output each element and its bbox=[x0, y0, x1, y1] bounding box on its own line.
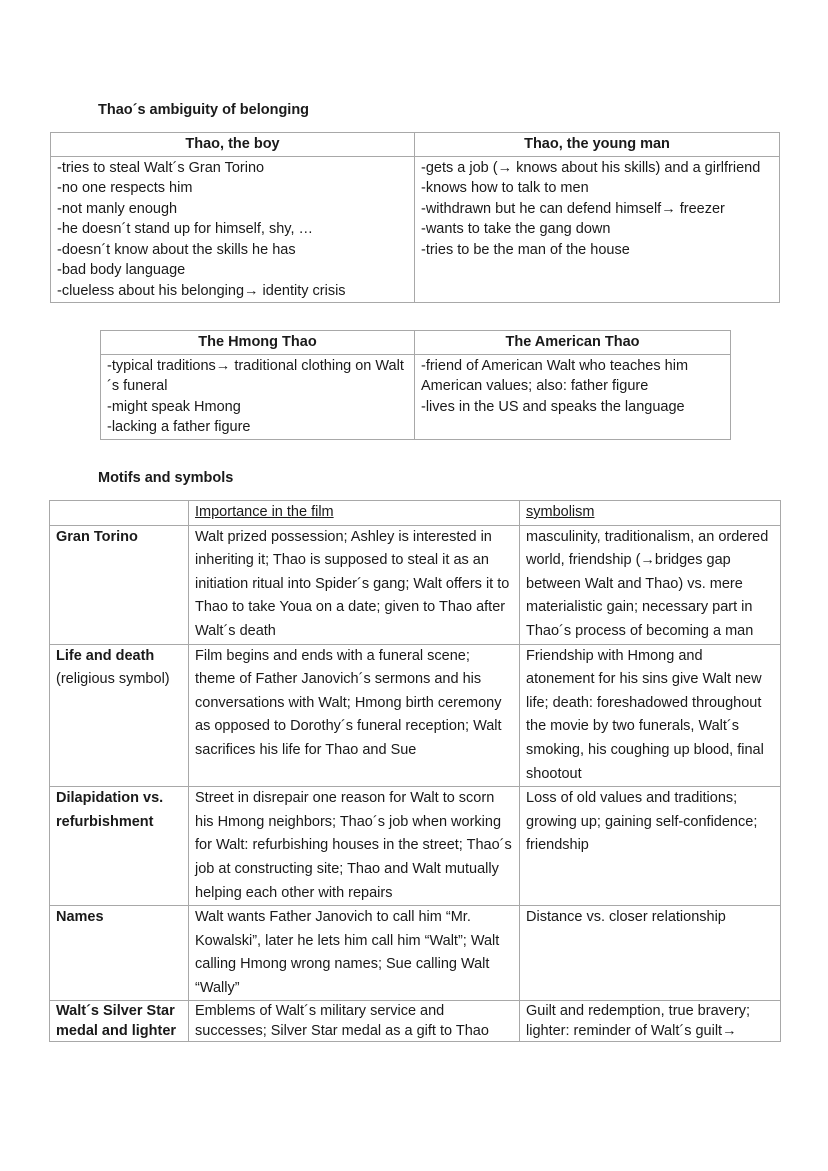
belonging-table bbox=[50, 132, 780, 303]
section-heading-belonging: Thao´s ambiguity of belonging bbox=[98, 102, 310, 118]
table-row bbox=[50, 787, 781, 906]
motif-symbolism: masculinity, traditionalism, an ordered world, friendship (→bridges gap between Walt and Thao) vs. mere materialistic gain; necessary part in Thao´s process of becoming a man bbox=[520, 525, 781, 644]
list-item: -gets a job (→ knows about his skills) and a girlfriend bbox=[421, 159, 761, 176]
motif-label bbox=[50, 787, 189, 906]
list-item: -bad body language bbox=[57, 262, 186, 278]
list-item: -not manly enough bbox=[57, 200, 178, 217]
list-item: -friend of American Walt who teaches him American values; also: father figure bbox=[421, 357, 689, 394]
motif-symbolism: Guilt and redemption, true bravery; lighter: reminder of Walt´s guilt→ bbox=[520, 1001, 781, 1042]
list-item: -he doesn´t stand up for himself, shy, … bbox=[57, 221, 314, 237]
table-row bbox=[50, 906, 781, 1001]
motif-label bbox=[50, 906, 189, 1001]
list-item: -wants to take the gang down bbox=[421, 221, 611, 237]
table-row bbox=[50, 525, 781, 644]
column-header-american: The American Thao bbox=[415, 331, 731, 355]
motif-label-text: Dilapidation vs. refurbishment bbox=[56, 790, 164, 830]
motif-label-text: Life and death bbox=[56, 647, 155, 664]
table-header-row bbox=[51, 133, 780, 157]
motif-label bbox=[50, 1001, 189, 1042]
list-item: -tries to be the man of the house bbox=[421, 241, 630, 258]
motif-label bbox=[50, 644, 189, 787]
table-row bbox=[101, 354, 731, 439]
motif-symbolism: Distance vs. closer relationship bbox=[520, 906, 781, 1001]
motif-label-text: Names bbox=[56, 909, 104, 926]
table-row bbox=[51, 156, 780, 303]
list-item: -withdrawn but he can defend himself→ freezer bbox=[421, 200, 725, 217]
motif-sublabel: (religious symbol) bbox=[56, 671, 170, 688]
table-row bbox=[50, 1001, 781, 1042]
motif-label bbox=[50, 525, 189, 644]
list-item: -might speak Hmong bbox=[107, 398, 241, 415]
column-header-symbolism: symbolism bbox=[520, 501, 781, 526]
list-item: -lacking a father figure bbox=[107, 419, 251, 435]
list-item: -lives in the US and speaks the language bbox=[421, 398, 685, 415]
empty-header-cell bbox=[50, 501, 189, 526]
young-man-traits-cell bbox=[415, 156, 780, 303]
column-header-importance: Importance in the film bbox=[189, 501, 520, 526]
hmong-traits-cell bbox=[101, 354, 415, 439]
motif-symbolism: Friendship with Hmong and atonement for his sins give Walt new life; death: foreshadowed throughout the movie by two funerals, Walt´s smoking, his coughing up blood, final shootout bbox=[520, 644, 781, 787]
list-item: -no one respects him bbox=[57, 180, 193, 196]
column-header-boy: Thao, the boy bbox=[51, 133, 415, 157]
motifs-table bbox=[49, 500, 781, 1042]
list-item: -doesn´t know about the skills he has bbox=[57, 241, 296, 258]
table-header-row bbox=[50, 501, 781, 526]
table-header-row bbox=[101, 331, 731, 355]
table-row bbox=[50, 644, 781, 787]
column-header-young-man: Thao, the young man bbox=[415, 133, 780, 157]
motif-importance: Street in disrepair one reason for Walt to scorn his Hmong neighbors; Thao´s job when working for Walt: refurbishing houses in the street; Thao´s job at constructing site; Thao and Walt mutually helping each other with repairs bbox=[189, 787, 520, 906]
motif-importance: Walt prized possession; Ashley is interested in inheriting it; Thao is supposed to steal it as an initiation ritual into Spider´s gang; Walt offers it to Thao to take Youa on a date; given to Thao after Walt´s death bbox=[189, 525, 520, 644]
identity-table bbox=[100, 330, 731, 440]
list-item: -knows how to talk to men bbox=[421, 180, 589, 196]
motif-importance: Film begins and ends with a funeral scene; theme of Father Janovich´s sermons and his conversations with Walt; Hmong birth ceremony as opposed to Dorothy´s funeral reception; Walt sacrifices his life for Thao and Sue bbox=[189, 644, 520, 787]
list-item: -typical traditions→ traditional clothing on Walt´s funeral bbox=[107, 357, 404, 394]
section-heading-motifs: Motifs and symbols bbox=[98, 470, 234, 486]
american-traits-cell bbox=[415, 354, 731, 439]
motif-importance: Walt wants Father Janovich to call him “Mr. Kowalski”, later he lets him call him “Walt”; Walt calling Hmong wrong names; Sue calling Walt “Wally” bbox=[189, 906, 520, 1001]
list-item: -clueless about his belonging→ identity crisis bbox=[57, 282, 346, 299]
column-header-hmong: The Hmong Thao bbox=[101, 331, 415, 355]
motif-label-text: Gran Torino bbox=[56, 528, 138, 545]
list-item: -tries to steal Walt´s Gran Torino bbox=[57, 159, 265, 176]
motif-label-text: Walt´s Silver Star medal and lighter bbox=[56, 1003, 177, 1040]
motif-importance: Emblems of Walt´s military service and successes; Silver Star medal as a gift to Thao bbox=[189, 1001, 520, 1042]
motif-symbolism: Loss of old values and traditions; growing up; gaining self-confidence; friendship bbox=[520, 787, 781, 906]
boy-traits-cell bbox=[51, 156, 415, 303]
